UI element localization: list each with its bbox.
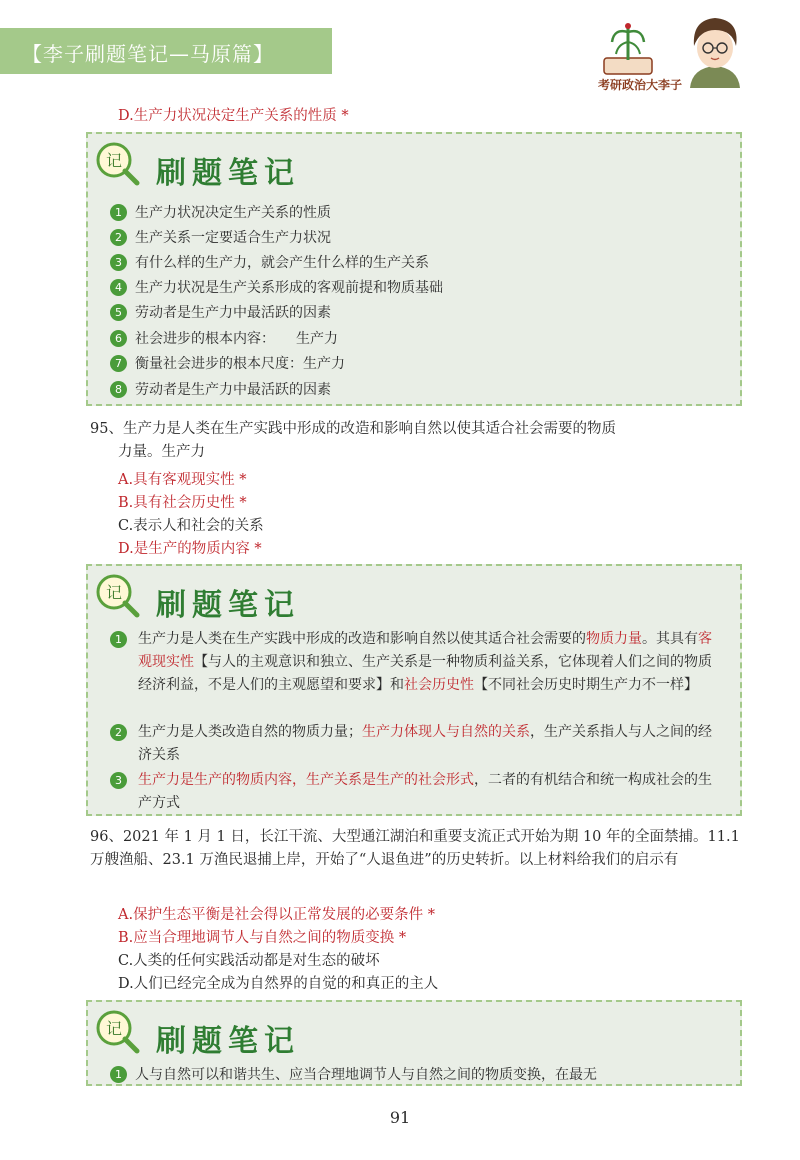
note-box-2: [86, 564, 742, 816]
header-title: 【李子刷题笔记—马原篇】: [22, 42, 274, 66]
note-title: 刷题笔记: [156, 1024, 300, 1059]
note-header: [88, 138, 740, 192]
page-number: 91: [389, 1108, 411, 1127]
note2-item-1: 1 生产力是人类在生产实践中形成的改造和影响自然以使其适合社会需要的物质力量。其具有客观现实性【与人的主观意识和独立、生产关系是一种物质利益关系，它体现着人们之间的物质经济利益，不是人们的主观愿望和要求】和社会历史性【不同社会历史时期生产力不一样】: [110, 628, 720, 697]
note-box-1: [86, 132, 742, 406]
note-icon-char: 记: [105, 1019, 123, 1038]
note-box-3: [86, 1000, 742, 1086]
q95-option-a: A.具有客观现实性 *: [118, 472, 247, 488]
note2-item-2: 2 生产力是人类改造自然的物质力量；生产力体现人与自然的关系，生产关系指人与人之间的经济关系: [110, 721, 720, 767]
note-title: 刷题笔记: [156, 588, 300, 623]
note-icon-char: 记: [105, 583, 123, 602]
q96-option-d: D.人们已经完全成为自然界的自觉的和真正的主人: [118, 976, 439, 992]
q95-option-b: B.具有社会历史性 *: [118, 495, 247, 511]
q96-option-a: A.保护生态平衡是社会得以正常发展的必要条件 *: [118, 907, 435, 923]
q96-stem: 96、2021 年 1 月 1 日，长江干流、大型通江湖泊和重要支流正式开始为期 10 年的全面禁捕。11.1 万艘渔船、23.1 万渔民退捕上岸，开始了“人退鱼进”的历史转折。以上材料给我们的启示有: [90, 829, 740, 868]
magnifier-note-icon: [94, 572, 140, 618]
q94-option-d: D.生产力状况决定生产关系的性质 *: [118, 108, 349, 124]
avatar-cartoon-icon: [682, 12, 748, 88]
note1-item-7: 7 衡量社会进步的根本尺度：生产力: [110, 353, 345, 373]
note1-item-8: 8 劳动者是生产力中最活跃的因素: [110, 379, 331, 399]
note1-item-6: 6 社会进步的根本内容： 生产力: [110, 328, 338, 348]
logo-text: 考研政治大李子: [598, 78, 683, 92]
q95-stem-line1: 95、生产力是人类在生产实践中形成的改造和影响自然以使其适合社会需要的物质: [90, 421, 616, 437]
note-header: [88, 570, 740, 624]
note-title: 刷题笔记: [156, 156, 300, 191]
note2-item-3: 3 生产力是生产的物质内容，生产关系是生产的社会形式，二者的有机结合和统一构成社会的生产方式: [110, 769, 720, 815]
note1-item-2: 2 生产关系一定要适合生产力状况: [110, 227, 331, 247]
note1-item-4: 4 生产力状况是生产关系形成的客观前提和物质基础: [110, 277, 443, 297]
note-icon-char: 记: [105, 151, 123, 170]
tree-logo-icon: [598, 18, 658, 78]
note1-item-5: 5 劳动者是生产力中最活跃的因素: [110, 302, 331, 322]
header-band: [0, 28, 332, 74]
note1-item-3: 3 有什么样的生产力，就会产生什么样的生产关系: [110, 252, 429, 272]
note-header: [88, 1006, 740, 1060]
note1-item-1: 1 生产力状况决定生产关系的性质: [110, 202, 331, 222]
q96-option-b: B.应当合理地调节人与自然之间的物质变换 *: [118, 930, 407, 946]
q96-option-c: C.人类的任何实践活动都是对生态的破坏: [118, 953, 380, 969]
q95-option-c: C.表示人和社会的关系: [118, 518, 264, 534]
magnifier-note-icon: [94, 1008, 140, 1054]
q95-stem-line2: 力量。生产力: [118, 444, 205, 460]
magnifier-note-icon: [94, 140, 140, 186]
note3-item-1: 1 人与自然可以和谐共生、应当合理地调节人与自然之间的物质变换，在最无: [110, 1064, 597, 1084]
q95-option-d: D.是生产的物质内容 *: [118, 541, 262, 557]
